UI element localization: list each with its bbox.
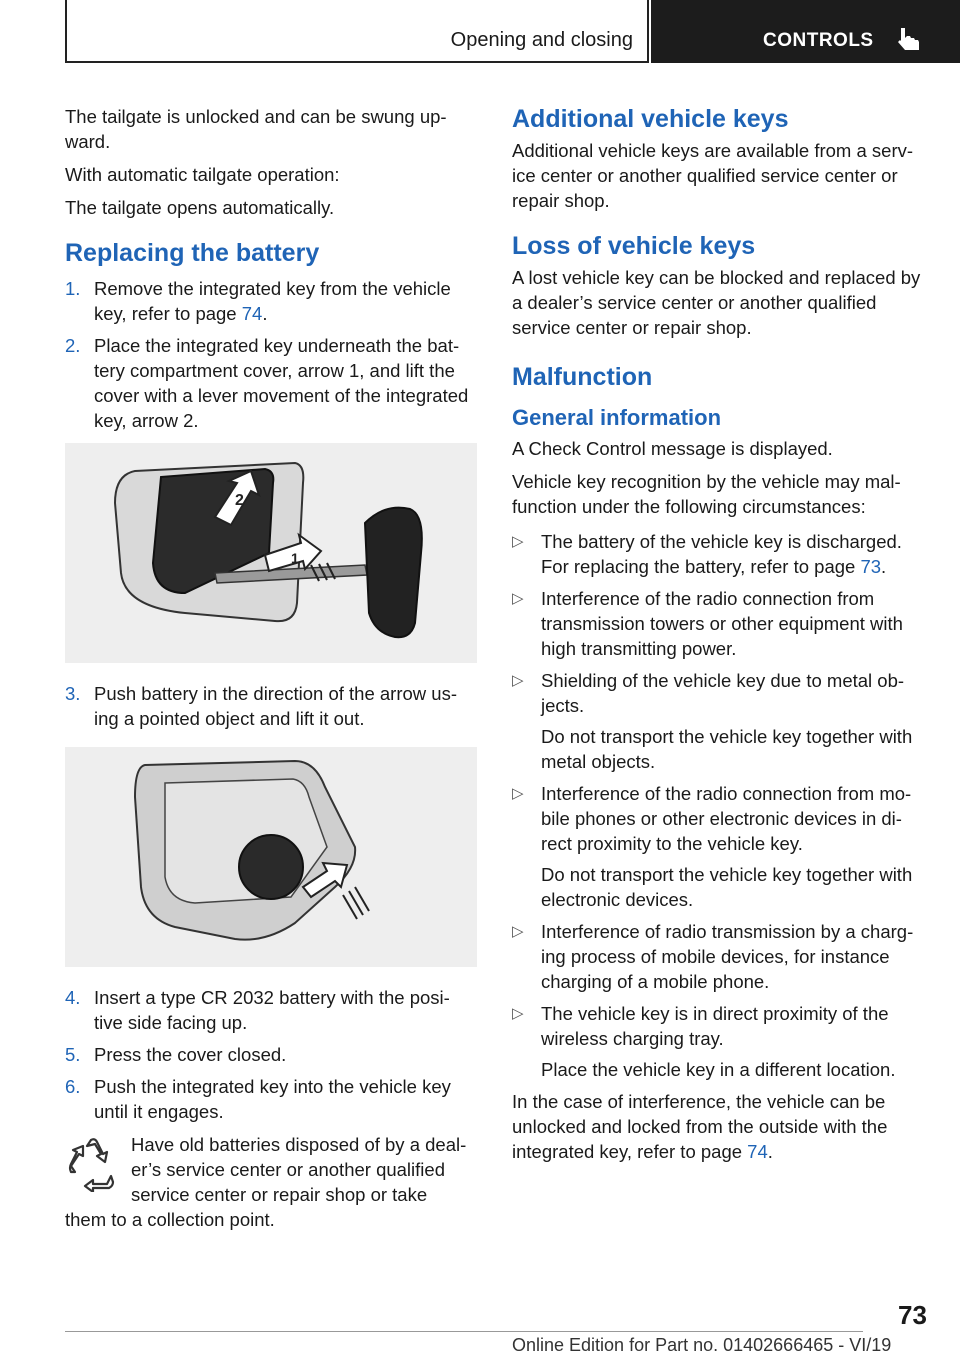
bullet-text: Interference of the radio connection from transmission towers or other equipment with high transmitting power. <box>541 588 903 659</box>
page-link[interactable]: 74 <box>241 303 263 324</box>
figure-key-cover-removal <box>65 443 477 663</box>
list-item <box>512 529 932 579</box>
bullet-text: The vehicle key is in direct proximity of the wireless charging tray. <box>541 1003 889 1049</box>
list-item <box>65 276 477 326</box>
figure-battery-removal <box>65 747 477 967</box>
arrow-2-label: 2 <box>235 492 244 509</box>
step-text-end: . <box>262 303 268 324</box>
interference-closing-paragraph <box>512 1089 932 1164</box>
step-text: Push the integrated key into the vehicle key until it engages. <box>94 1076 451 1122</box>
list-item <box>65 985 477 1035</box>
closing-text: In the case of interference, the vehicle can be unlocked and locked from the outside with the integrated key, refer to page <box>512 1091 888 1162</box>
list-item <box>512 781 932 912</box>
step-text: Remove the integrated key from the vehicle key, refer to page <box>94 278 451 324</box>
hand-pointer-icon <box>893 24 923 54</box>
list-item <box>65 1074 477 1124</box>
page-link[interactable]: 73 <box>860 556 882 577</box>
header-section-title: Opening and closing <box>450 29 633 51</box>
loss-keys-paragraph: A lost vehicle key can be blocked and replaced by a dealer’s service center or another qualified service center or repair shop. <box>512 267 921 338</box>
step-number: 3. <box>65 683 81 704</box>
page-number: 73 <box>898 1300 927 1330</box>
header-chapter-tab <box>651 0 960 63</box>
left-column <box>65 104 477 1232</box>
notice-text-line: er’s service center or another qualified <box>131 1159 445 1180</box>
triangle-bullet-icon: ▷ <box>512 533 524 550</box>
notice-text-line: service center or repair shop or take <box>131 1184 428 1205</box>
step-text: Press the cover closed. <box>94 1044 287 1065</box>
malfunction-heading: Malfunction <box>512 363 653 391</box>
motion-hatch <box>343 887 369 919</box>
recycle-icon <box>65 1136 121 1192</box>
battery-steps-final <box>65 985 477 1124</box>
malfunction-causes-list <box>512 529 932 1082</box>
list-item <box>512 1001 932 1082</box>
step-number: 5. <box>65 1044 81 1065</box>
list-item <box>512 586 932 661</box>
edition-footer: Online Edition for Part no. 01402666465 - VI/19 <box>512 1335 892 1355</box>
step-text: Push battery in the direction of the arrow us-ing a pointed object and lift it out. <box>94 683 457 729</box>
environment-notice <box>65 1132 477 1232</box>
bullet-text: Interference of the radio connection from mo-bile phones or other electronic devices in di-rect proximity to the vehicle key. <box>541 783 912 854</box>
notice-text-line: them to a collection point. <box>65 1209 275 1230</box>
bullet-text: Interference of radio transmission by a charg-ing process of mobile devices, for instance charging of a mobile phone. <box>541 921 914 992</box>
intro-paragraph: The tailgate opens automatically. <box>65 197 335 218</box>
list-item <box>65 333 477 433</box>
triangle-bullet-icon: ▷ <box>512 785 524 802</box>
additional-keys-heading: Additional vehicle keys <box>512 105 789 133</box>
list-item <box>512 919 932 994</box>
bullet-text: Shielding of the vehicle key due to metal ob-jects. <box>541 670 905 716</box>
arrow-1-label: 1 <box>291 550 299 566</box>
list-item <box>65 681 477 731</box>
footer-divider <box>65 1331 863 1332</box>
additional-keys-paragraph: Additional vehicle keys are available from a serv-ice center or another qualified service center or repair shop. <box>512 140 914 211</box>
list-item <box>512 668 932 774</box>
header-chapter-title: CONTROLS <box>763 30 874 51</box>
bullet-subtext: Do not transport the vehicle key together with metal objects. <box>541 726 913 772</box>
step-number: 4. <box>65 987 81 1008</box>
step-number: 1. <box>65 278 81 299</box>
bullet-subtext: Do not transport the vehicle key together with electronic devices. <box>541 864 913 910</box>
integrated-key-grip <box>365 508 422 638</box>
battery-heading: Replacing the battery <box>65 239 320 267</box>
bullet-subtext: Place the vehicle key in a different location. <box>541 1059 896 1080</box>
bullet-text-end: . <box>881 556 887 577</box>
general-info-paragraph: A Check Control message is displayed. <box>512 438 833 459</box>
triangle-bullet-icon: ▷ <box>512 590 524 607</box>
list-item <box>65 1042 477 1067</box>
closing-text-end: . <box>767 1141 773 1162</box>
battery-steps-continued <box>65 681 477 731</box>
intro-paragraph: With automatic tailgate operation: <box>65 164 340 185</box>
general-info-paragraph: Vehicle key recognition by the vehicle may mal-function under the following circumstances: <box>512 471 901 517</box>
battery-cell-shape <box>239 835 303 899</box>
battery-steps <box>65 276 477 433</box>
step-number: 2. <box>65 335 81 356</box>
triangle-bullet-icon: ▷ <box>512 672 524 689</box>
step-text: Place the integrated key underneath the bat-tery compartment cover, arrow 1, and lift the cover with a lever movement of the integrated key, arrow 2. <box>94 335 469 431</box>
page-link[interactable]: 74 <box>747 1141 768 1162</box>
right-column <box>512 104 932 1172</box>
notice-text-line: Have old batteries disposed of by a deal- <box>131 1134 467 1155</box>
general-info-heading: General information <box>512 405 722 430</box>
step-number: 6. <box>65 1076 81 1097</box>
step-text: Insert a type CR 2032 battery with the posi-tive side facing up. <box>94 987 450 1033</box>
triangle-bullet-icon: ▷ <box>512 923 524 940</box>
loss-keys-heading: Loss of vehicle keys <box>512 232 756 260</box>
triangle-bullet-icon: ▷ <box>512 1005 524 1022</box>
intro-paragraph: The tailgate is unlocked and can be swung up-ward. <box>65 106 447 152</box>
header-section-tab <box>65 0 649 63</box>
bullet-text: The battery of the vehicle key is discharged. For replacing the battery, refer to page <box>541 531 902 577</box>
